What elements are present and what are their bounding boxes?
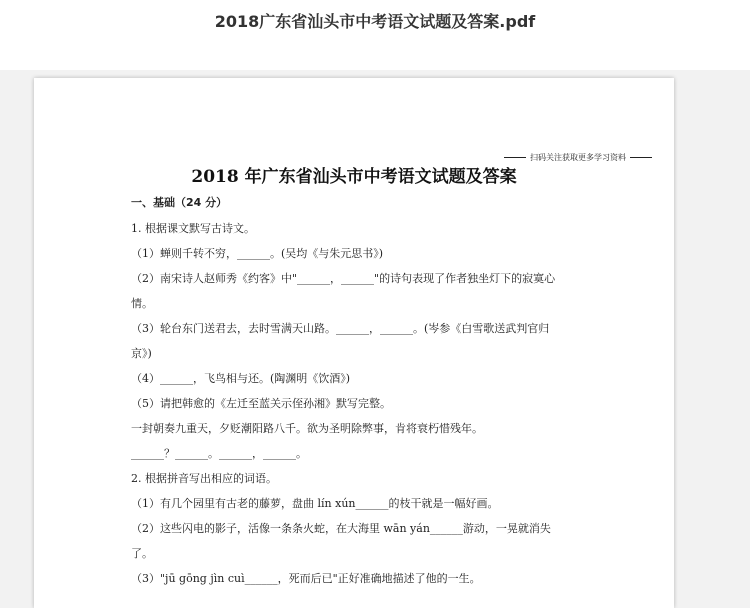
text-line: 2. 根据拼音写出相应的词语。 xyxy=(131,472,277,485)
file-title: 2018广东省汕头市中考语文试题及答案.pdf xyxy=(214,12,536,31)
text-line: （3）轮台东门送君去，去时雪满天山路。______，______。(岑参《白雪歌送武判官归 xyxy=(131,322,550,335)
text-line: 了。 xyxy=(131,547,153,560)
promo-rule-left xyxy=(504,157,526,158)
text-line: 京》) xyxy=(131,347,152,360)
text-line: （2）这些闪电的影子，活像一条条火蛇，在大海里 wān yán______游动，一晃就消失 xyxy=(131,522,551,535)
text-line: ______？______。______，______。 xyxy=(131,447,307,460)
viewer-header xyxy=(0,0,750,70)
document-title: 2018 年广东省汕头市中考语文试题及答案 xyxy=(191,167,517,187)
section-heading: 一、基础（24 分） xyxy=(131,196,228,209)
promo-text: 扫码关注获取更多学习资料 xyxy=(530,153,626,162)
text-line: 1. 根据课文默写古诗文。 xyxy=(131,222,255,235)
text-line: （3）"jū gōng jìn cuì______，死而后已"正好准确地描述了他的一生。 xyxy=(131,572,481,585)
document-page xyxy=(34,78,674,608)
text-line: 情。 xyxy=(131,297,153,310)
text-line: （2）南宋诗人赵师秀《约客》中"______，______"的诗句表现了作者独坐灯下的寂寞心 xyxy=(131,272,556,285)
text-line: （1）有几个园里有古老的藤萝，盘曲 lín xún______的枝干就是一幅好画。 xyxy=(131,497,499,510)
promo-rule-right xyxy=(630,157,652,158)
text-line: （1）蝉则千转不穷，______。(吴均《与朱元思书》) xyxy=(131,247,384,260)
text-line: （4）______，飞鸟相与还。(陶渊明《饮酒》) xyxy=(131,372,351,385)
text-line: 一封朝奏九重天，夕贬潮阳路八千。欲为圣明除弊事，肯将衰朽惜残年。 xyxy=(131,422,483,435)
text-line: （5）请把韩愈的《左迁至蓝关示侄孙湘》默写完整。 xyxy=(131,397,391,410)
